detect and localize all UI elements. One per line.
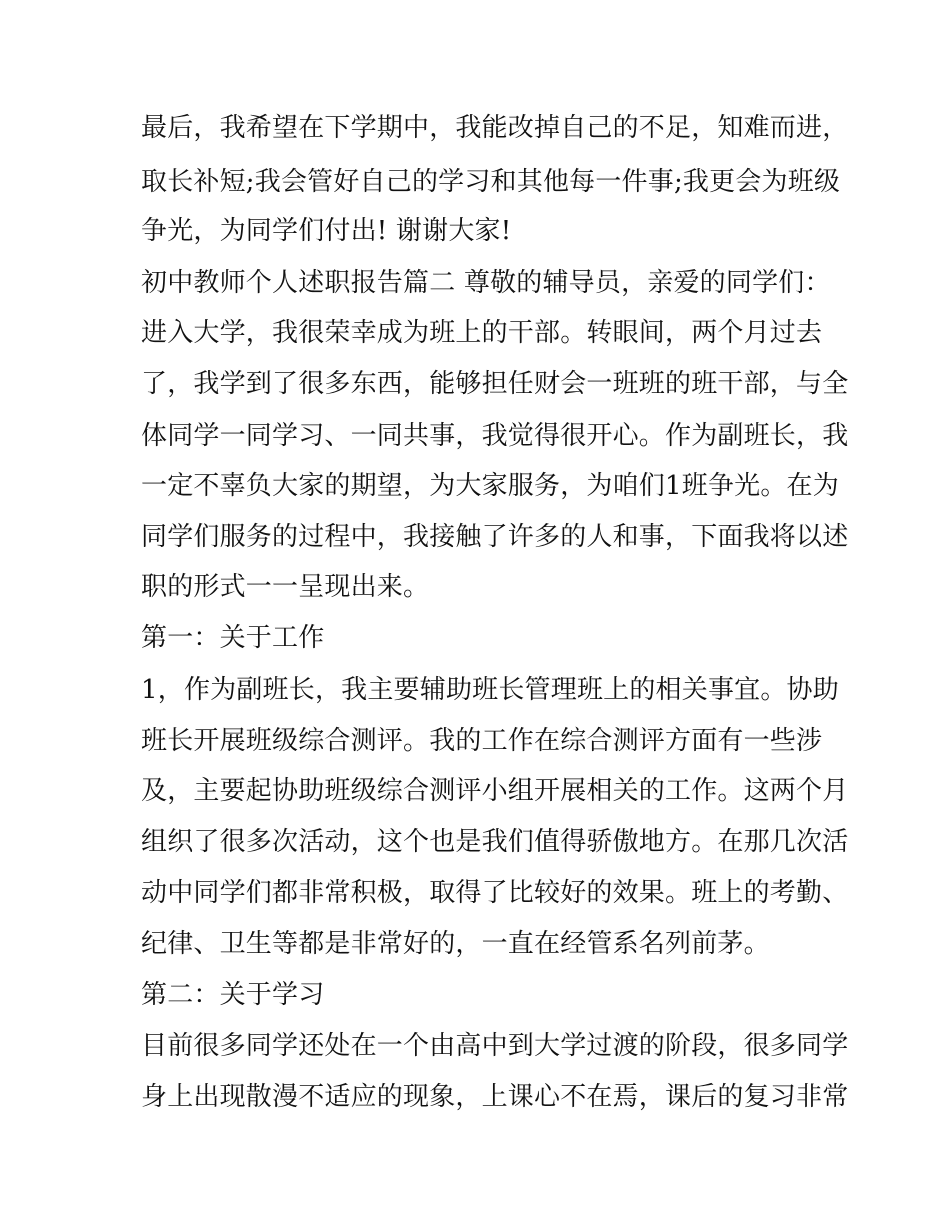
- text-line: 及，主要起协助班级综合测评小组开展相关的工作。这两个月: [141, 776, 849, 806]
- text-line: 职的形式一一呈现出来。: [141, 572, 430, 602]
- section-heading: 第二：关于学习: [141, 980, 325, 1010]
- text-line: 同学们服务的过程中，我接触了许多的人和事，下面我将以述: [141, 522, 849, 552]
- section-heading: 第一：关于工作: [141, 623, 325, 653]
- text-line: 身上出现散漫不适应的现象，上课心不在焉，课后的复习非常: [141, 1082, 849, 1112]
- text-line: 组织了很多次活动，这个也是我们值得骄傲地方。在那几次活: [141, 827, 849, 857]
- text-line: 纪律、卫生等都是非常好的，一直在经管系名列前茅。: [141, 929, 770, 959]
- text-line: 进入大学，我很荣幸成为班上的干部。转眼间，两个月过去: [141, 318, 823, 348]
- text-line: 争光，为同学们付出! 谢谢大家!: [141, 216, 512, 246]
- text-line: 体同学一同学习、一同共事，我觉得很开心。作为副班长，我: [141, 421, 849, 451]
- section-heading: 初中教师个人述职报告篇二 尊敬的辅导员，亲爱的同学们：: [141, 268, 831, 298]
- text-line: 一定不辜负大家的期望，为大家服务，为咱们1班争光。在为: [141, 471, 839, 501]
- text-line: 1，作为副班长，我主要辅助班长管理班上的相关事宜。协助: [141, 675, 839, 705]
- text-line: 动中同学们都非常积极，取得了比较好的效果。班上的考勤、: [141, 878, 849, 908]
- text-line: 最后，我希望在下学期中，我能改掉自己的不足，知难而进，: [141, 113, 849, 143]
- text-line: 目前很多同学还处在一个由高中到大学过渡的阶段，很多同学: [141, 1031, 849, 1061]
- text-line: 取长补短;我会管好自己的学习和其他每一件事;我更会为班级: [141, 167, 841, 197]
- text-line: 了，我学到了很多东西，能够担任财会一班班的班干部，与全: [141, 369, 849, 399]
- text-line: 班长开展班级综合测评。我的工作在综合测评方面有一些涉: [141, 726, 823, 756]
